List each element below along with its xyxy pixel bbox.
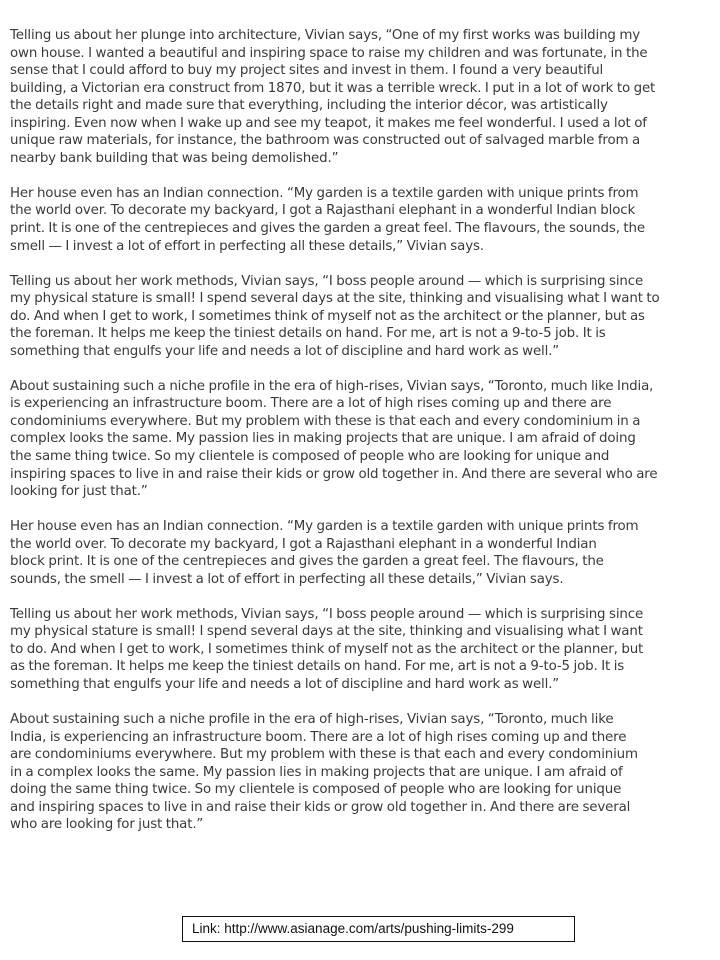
paragraph-plunge-into-architecture (10, 27, 715, 167)
text-line: Telling us about her plunge into architecture, Vivian says, “One of my first works was building my (10, 28, 641, 43)
source-link[interactable]: Link: http://www.asianage.com/arts/pushing-limits-299 (192, 921, 514, 936)
text-line: my physical stature is small! I spend several days at the site, thinking and visualising what I want to (10, 291, 660, 307)
paragraph-work-methods (10, 273, 715, 361)
text-line: Her house even has an Indian connection. “My garden is a textile garden with unique prints from (10, 519, 639, 535)
paragraph-niche-profile (10, 378, 715, 501)
text-line: in a complex looks the same. My passion lies in making projects that are unique. I am afraid of (10, 764, 623, 780)
text-line: complex looks the same. My passion lies in making projects that are unique. I am afraid of doing (10, 431, 636, 447)
text-line: and inspiring spaces to live in and raise their kids or grow old together in. And there are several (10, 799, 631, 815)
text-line: About sustaining such a niche profile in the era of high-rises, Vivian says, “Toronto, much like India, (10, 378, 654, 394)
text-line: to do. And when I get to work, I sometimes think of myself not as the architect or the planner, but (10, 641, 644, 657)
paragraph-indian-connection-repeat (10, 518, 715, 588)
text-line: looking for just that.” (10, 484, 148, 500)
text-line: who are looking for just that.” (10, 817, 204, 833)
text-line: is experiencing an infrastructure boom. There are a lot of high rises coming up and there are (10, 396, 612, 412)
text-line: block print. It is one of the centrepieces and gives the garden a great feel. The flavours, the (10, 554, 604, 570)
text-line: Her house even has an Indian connection. “My garden is a textile garden with unique prints from (10, 185, 639, 201)
text-line: something that engulfs your life and needs a lot of discipline and hard work as well.” (10, 343, 560, 359)
text-line: sounds, the smell — I invest a lot of effort in perfecting all these details,” Vivian says. (10, 571, 564, 587)
text-line: doing the same thing twice. So my clientele is composed of people who are looking for unique (10, 782, 622, 798)
text-line: the world over. To decorate my backyard, I got a Rajasthani elephant in a wonderful Indian block (10, 203, 636, 219)
source-link-box (182, 916, 575, 942)
text-line: the foreman. It helps me keep the tiniest details on hand. For me, art is not a 9-to-5 job. It is (10, 326, 606, 342)
paragraph-indian-connection (10, 185, 715, 255)
text-line: India, is experiencing an infrastructure boom. There are a lot of high rises coming up and there (10, 729, 627, 745)
paragraph-niche-profile-repeat (10, 711, 715, 834)
text-line: sense that I could afford to buy my project sites and invest in them. I found a very beautiful (10, 63, 604, 79)
text-line: About sustaining such a niche profile in the era of high-rises, Vivian says, “Toronto, much like (10, 712, 614, 728)
article-body (10, 27, 715, 851)
text-line: the same thing twice. So my clientele is composed of people who are looking for unique and (10, 448, 610, 464)
text-line: condominiums everywhere. But my problem with these is that each and every condominium in a (10, 413, 641, 429)
text-line: as the foreman. It helps me keep the tiniest details on hand. For me, art is not a 9-to-5 job. It is (10, 659, 625, 675)
text-line: are condominiums everywhere. But my problem with these is that each and every condominium (10, 747, 638, 763)
text-line: building, a Victorian era construct from 1870, but it was a terrible wreck. I put in a lot of work to get (10, 80, 656, 96)
paragraph-work-methods-repeat (10, 606, 715, 694)
text-line: inspiring. Even now when I wake up and see my teapot, it makes me feel wonderful. I used a lot of (10, 115, 647, 131)
text-line: own house. I wanted a beautiful and inspiring space to raise my children and was fortunate, in the (10, 45, 648, 61)
text-line: print. It is one of the centrepieces and gives the garden a great feel. The flavours, the sounds, the (10, 220, 645, 236)
text-line: something that engulfs your life and needs a lot of discipline and hard work as well.” (10, 677, 560, 692)
text-line: unique raw materials, for instance, the bathroom was constructed out of salvaged marble from a (10, 133, 641, 149)
text-line: nearby bank building that was being demolished.” (10, 150, 339, 166)
text-line: smell — I invest a lot of effort in perfecting all these details,” Vivian says. (10, 238, 484, 254)
text-line: the details right and made sure that everything, including the interior décor, was artistically (10, 98, 608, 114)
text-line: inspiring spaces to live in and raise their kids or grow old together in. And there are several who are (10, 466, 658, 482)
text-line: the world over. To decorate my backyard, I got a Rajasthani elephant in a wonderful Indian (10, 536, 597, 552)
text-line: do. And when I get to work, I sometimes think of myself not as the architect or the planner, but as (10, 308, 645, 324)
text-line: Telling us about her work methods, Vivian says, “I boss people around — which is surprising since (10, 273, 644, 289)
text-line: my physical stature is small! I spend several days at the site, thinking and visualising what I want (10, 624, 643, 640)
text-line: Telling us about her work methods, Vivian says, “I boss people around — which is surprising since (10, 606, 644, 622)
